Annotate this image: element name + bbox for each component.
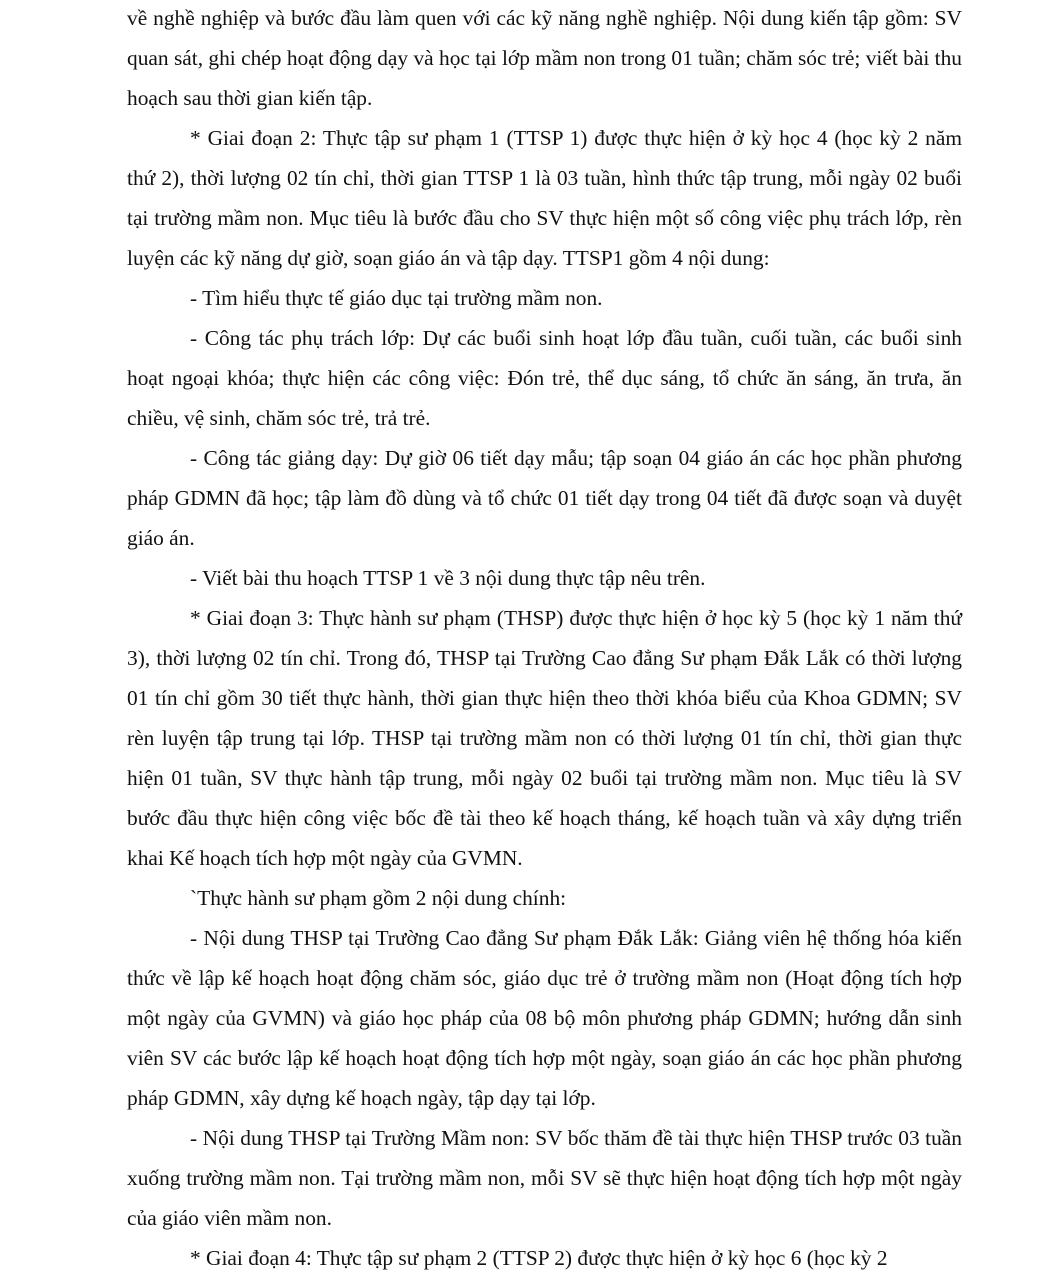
paragraph-giai-doan-4: * Giai đoạn 4: Thực tập sư phạm 2 (TTSP 2) được thực hiện ở kỳ học 6 (học kỳ 2 bbox=[190, 1246, 888, 1270]
paragraph-ttsp1-item-2: - Công tác phụ trách lớp: Dự các buổi sinh hoạt lớp đầu tuần, cuối tuần, các buổi sinh hoạt ngoại khóa; thực hiện các công việc: Đón trẻ, thể dục sáng, tổ chức ăn sáng, ăn trưa, ăn chiều, vệ sinh, chăm sóc trẻ, trả trẻ. bbox=[127, 326, 962, 430]
paragraph-ttsp1-item-1: - Tìm hiểu thực tế giáo dục tại trường mầm non. bbox=[190, 286, 603, 310]
paragraph-giai-doan-3: * Giai đoạn 3: Thực hành sư phạm (THSP) được thực hiện ở học kỳ 5 (học kỳ 1 năm thứ 3), thời lượng 02 tín chỉ. Trong đó, THSP tại Trường Cao đẳng Sư phạm Đắk Lắk có thời lượng 01 tín chỉ gồm 30 tiết thực hành, thời gian thực hiện theo thời khóa biểu của Khoa GDMN; SV rèn luyện tập trung tại lớp. THSP tại trường mầm non có thời lượng 01 tín chỉ, thời gian thực hiện 01 tuần, SV thực hành tập trung, mỗi ngày 02 buổi tại trường mầm non. Mục tiêu là SV bước đầu thực hiện công việc bốc đề tài theo kế hoạch tháng, kế hoạch tuần và xây dựng triển khai Kế hoạch tích hợp một ngày của GVMN. bbox=[127, 606, 962, 870]
paragraph-thsp-item-1: - Nội dung THSP tại Trường Cao đẳng Sư phạm Đắk Lắk: Giảng viên hệ thống hóa kiến thức về lập kế hoạch hoạt động chăm sóc, giáo dục trẻ ở trường mầm non (Hoạt động tích hợp một ngày của GVMN) và giáo học pháp của 08 bộ môn phương pháp GDMN; hướng dẫn sinh viên SV các bước lập kế hoạch hoạt động tích hợp một ngày, soạn giáo án các học phần phương pháp GDMN, xây dựng kế hoạch ngày, tập dạy tại lớp. bbox=[127, 926, 962, 1110]
document-page bbox=[127, 0, 962, 1278]
paragraph-ttsp1-item-3: - Công tác giảng dạy: Dự giờ 06 tiết dạy mẫu; tập soạn 04 giáo án các học phần phương pháp GDMN đã học; tập làm đồ dùng và tổ chức 01 tiết dạy trong 04 tiết đã được soạn và duyệt giáo án. bbox=[127, 446, 962, 550]
paragraph-giai-doan-2: * Giai đoạn 2: Thực tập sư phạm 1 (TTSP 1) được thực hiện ở kỳ học 4 (học kỳ 2 năm thứ 2), thời lượng 02 tín chỉ, thời gian TTSP 1 là 03 tuần, hình thức tập trung, mỗi ngày 02 buổi tại trường mầm non. Mục tiêu là bước đầu cho SV thực hiện một số công việc phụ trách lớp, rèn luyện các kỹ năng dự giờ, soạn giáo án và tập dạy. TTSP1 gồm 4 nội dung: bbox=[127, 126, 962, 270]
paragraph-kien-tap-content: về nghề nghiệp và bước đầu làm quen với các kỹ năng nghề nghiệp. Nội dung kiến tập gồm: SV quan sát, ghi chép hoạt động dạy và học tại lớp mầm non trong 01 tuần; chăm sóc trẻ; viết bài thu hoạch sau thời gian kiến tập. bbox=[127, 6, 962, 110]
paragraph-thsp-intro: `Thực hành sư phạm gồm 2 nội dung chính: bbox=[190, 886, 567, 910]
paragraph-thsp-item-2: - Nội dung THSP tại Trường Mầm non: SV bốc thăm đề tài thực hiện THSP trước 03 tuần xuống trường mầm non. Tại trường mầm non, mỗi SV sẽ thực hiện hoạt động tích hợp một ngày của giáo viên mầm non. bbox=[127, 1126, 962, 1230]
paragraph-ttsp1-item-4: - Viết bài thu hoạch TTSP 1 về 3 nội dung thực tập nêu trên. bbox=[190, 566, 706, 590]
